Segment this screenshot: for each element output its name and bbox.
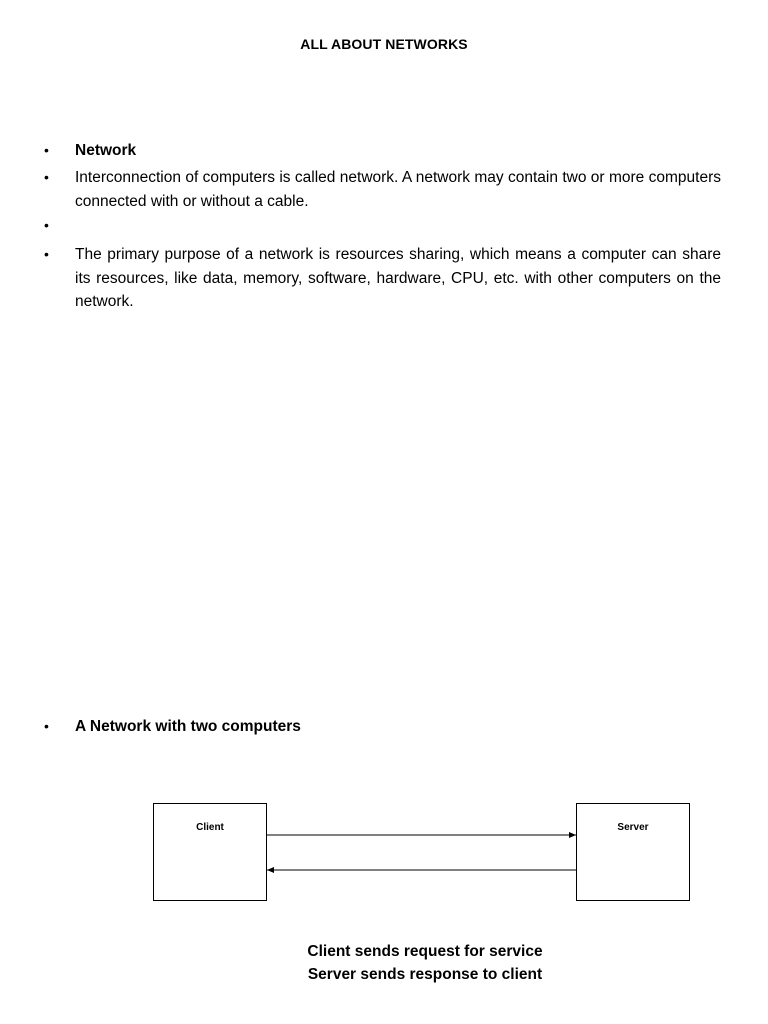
bullet-heading-network: Network [75, 142, 137, 159]
bullet-text-definition: Interconnection of computers is called network. A network may contain two or more computers connected with or without a cable. [75, 169, 721, 210]
bullet-marker: • [44, 169, 49, 185]
page-title: ALL ABOUT NETWORKS [300, 36, 468, 52]
bullet-heading-two-computers: A Network with two computers [75, 718, 301, 735]
bullet-text-purpose: The primary purpose of a network is resources sharing, which means a computer can share its resources, like data, memory, software, hardware, CPU, etc. with other computers on the network. [75, 246, 721, 310]
server-label: Server [617, 822, 649, 833]
bullet-marker: • [44, 142, 49, 158]
caption-response: Server sends response to client [307, 966, 543, 983]
bullet-marker: • [44, 718, 49, 734]
bullet-marker: • [44, 217, 49, 233]
caption-request: Client sends request for service [307, 943, 543, 960]
client-label: Client [196, 822, 224, 833]
bullet-marker: • [44, 246, 49, 262]
